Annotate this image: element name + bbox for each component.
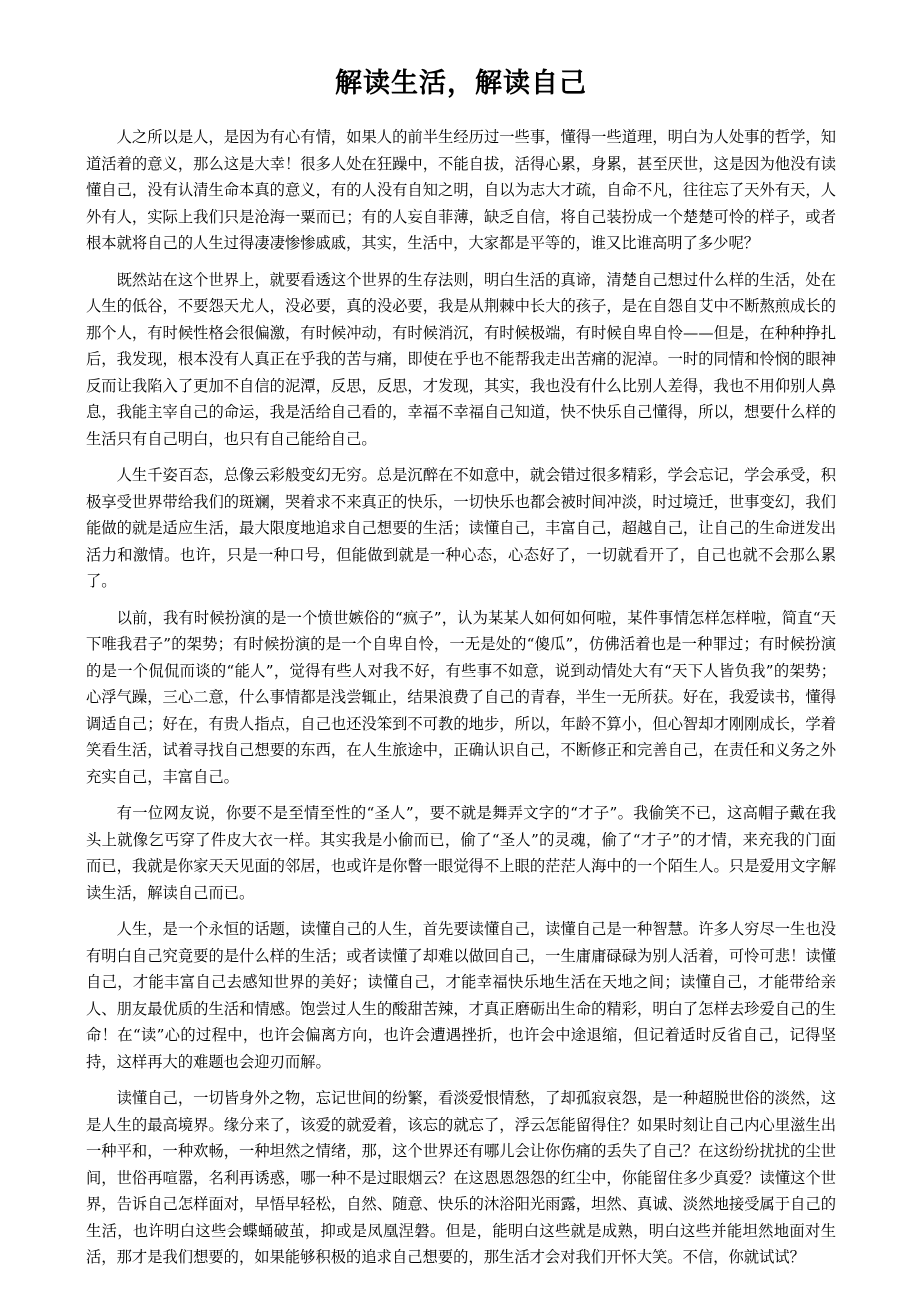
paragraph: 人之所以是人，是因为有心有情，如果人的前半生经历过一些事，懂得一些道理，明白为人处事的哲学，知道活着的意义，那么这是大幸！很多人处在狂躁中，不能自拔，活得心累，身累，甚至厌世，这是因为他没有读懂自己，没有认清生命本真的意义，有的人没有自知之明，自以为志大才疏，自命不凡，往往忘了天外有天，人外有人，实际上我们只是沧海一粟而已；有的人妄自菲薄，缺乏自信，将自己装扮成一个楚楚可怜的样子，或者根本就将自己的人生过得凄凄惨惨戚戚，其实，生活中，大家都是平等的，谁又比谁高明了多少呢？ [86,128,836,252]
document-title: 解读生活，解读自己 [335,68,587,99]
paragraph: 人生，是一个永恒的话题，读懂自己的人生，首先要读懂自己，读懂自己是一种智慧。许多人穷尽一生也没有明白自己究竟要的是什么样的生活；或者读懂了却难以做回自己，一生庸庸碌碌为别人活着，可怜可悲！读懂自己，才能丰富自己去感知世界的美好；读懂自己，才能幸福快乐地生活在天地之间；读懂自己，才能带给亲人、朋友最优质的生活和情感。饱尝过人生的酸甜苦辣，才真正磨砺出生命的精彩，明白了怎样去珍爱自己的生命！在“读”心的过程中，也许会偏离方向，也许会遭遇挫折，也许会中途退缩，但记着适时反省自己，记得坚持，这样再大的难题也会迎刃而解。 [86,920,836,1071]
paragraph: 有一位网友说，你要不是至情至性的“圣人”，要不就是舞弄文字的“才子”。我偷笑不已，这高帽子戴在我头上就像乞丐穿了件皮大衣一样。其实我是小偷而已，偷了“圣人”的灵魂，偷了“才子”的才情，来充我的门面而已，我就是你家天天见面的邻居，也或许是你瞥一眼觉得不上眼的茫茫人海中的一个陌生人。只是爱用文字解读生活，解读自己而已。 [86,804,836,902]
paragraph: 读懂自己，一切皆身外之物，忘记世间的纷繁，看淡爱恨情愁，了却孤寂哀怨，是一种超脱世俗的淡然，这是人生的最高境界。缘分来了，该爱的就爱着，该忘的就忘了，浮云怎能留得住？如果时刻让自己内心里滋生出一种平和，一种欢畅，一种坦然之情绪，那，这个世界还有哪儿会让你伤痛的丢失了自己？在这纷纷扰扰的尘世间，世俗再喧嚣，名利再诱惑，哪一种不是过眼烟云？在这恩恩怨怨的红尘中，你能留住多少真爱？读懂这个世界，告诉自己怎样面对，早悟早轻松，自然、随意、快乐的沐浴阳光雨露，坦然、真诚、淡然地接受属于自己的生活，也许明白这些会蝶蛹破茧，抑或是凤凰涅磐。但是，能明白这些就是成熟，明白这些并能坦然地面对生活，那才是我们想要的，如果能够积极的追求自己想要的，那生活才会对我们开怀大笑。不信，你就试试？ [86,1089,836,1266]
paragraph: 人生千姿百态，总像云彩般变幻无穷。总是沉醉在不如意中，就会错过很多精彩，学会忘记，学会承受，积极享受世界带给我们的斑斓，哭着求不来真正的快乐，一切快乐也都会被时间冲淡，时过境迁，世事变幻，我们能做的就是适应生活，最大限度地追求自己想要的生活；读懂自己，丰富自己，超越自己，让自己的生命迸发出活力和激情。也许，只是一种口号，但能做到就是一种心态，心态好了，一切就看开了，自己也就不会那么累了。 [86,466,836,590]
paragraph: 既然站在这个世界上，就要看透这个世界的生存法则，明白生活的真谛，清楚自己想过什么样的生活，处在人生的低谷，不要怨天尤人，没必要，真的没必要，我是从荆棘中长大的孩子，是在自怨自艾中不断熬煎成长的那个人，有时候性格会很偏激，有时候冲动，有时候消沉，有时候极端，有时候自卑自怜——但是，在种种挣扎后，我发现，根本没有人真正在乎我的苦与痛，即使在乎也不能帮我走出苦痛的泥淖。一时的同情和怜悯的眼神反而让我陷入了更加不自信的泥潭，反思，反思，才发现，其实，我也没有什么比别人差得，我也不用仰别人鼻息，我能主宰自己的命运，我是活给自己看的，幸福不幸福自己知道，快不快乐自己懂得，所以，想要什么样的生活只有自己明白，也只有自己能给自己。 [86,270,836,448]
document-page [86,64,836,1281]
paragraph: 以前，我有时候扮演的是一个愤世嫉俗的“疯子”，认为某某人如何如何啦，某件事情怎样怎样啦，简直“天下唯我君子”的架势；有时候扮演的是一个自卑自怜，一无是处的“傻瓜”，仿佛活着也是一种罪过；有时候扮演的是一个侃侃而谈的“能人”，觉得有些人对我不好，有些事不如意，说到动情处大有“天下人皆负我”的架势；心浮气躁，三心二意，什么事情都是浅尝辄止，结果浪费了自己的青春，半生一无所获。好在，我爱读书，懂得调适自己；好在，有贵人指点，自己也还没笨到不可教的地步，所以，年龄不算小，但心智却才刚刚成长，学着笑看生活，试着寻找自己想要的东西，在人生旅途中，正确认识自己，不断修正和完善自己，在责任和义务之外充实自己，丰富自己。 [86,608,836,786]
